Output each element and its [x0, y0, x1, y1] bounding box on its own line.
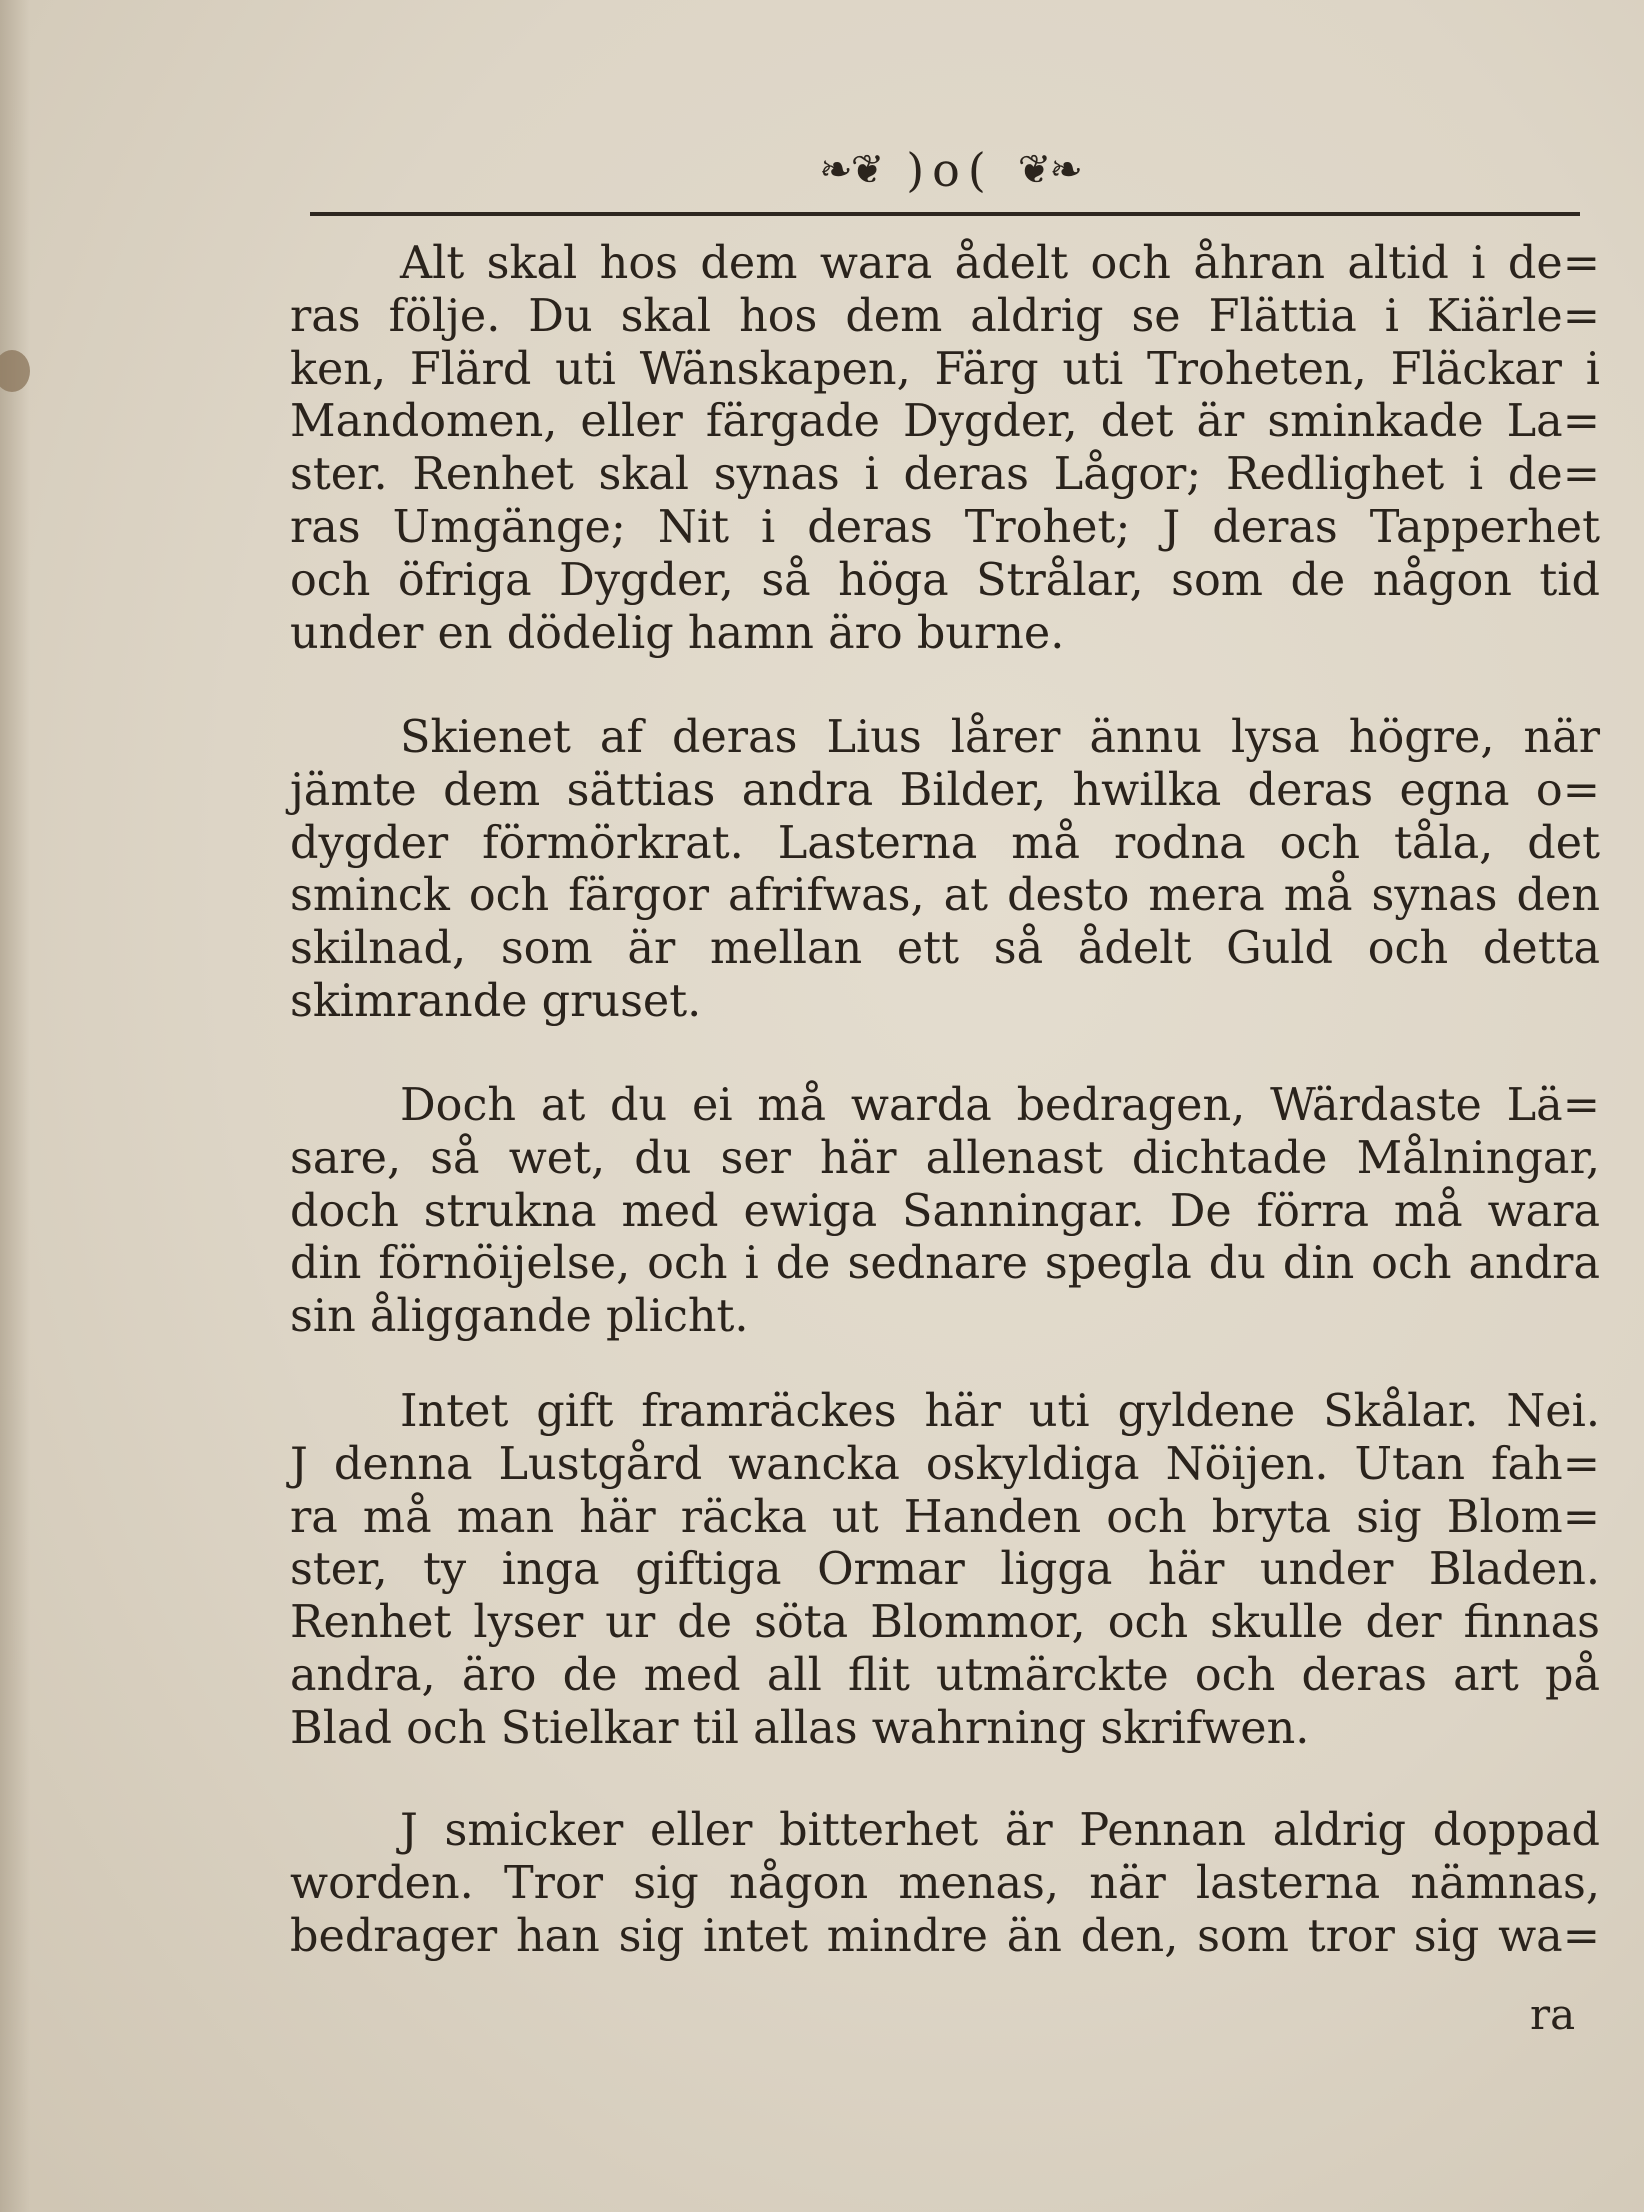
text-line: J denna Lustgård wancka oskyldiga Nöijen. Utan fah= [290, 1438, 1600, 1490]
paragraph-5 [290, 1805, 1600, 1963]
ornament-right-icon: ❦❧ [1017, 147, 1081, 193]
paragraph-2 [290, 712, 1600, 1029]
text-line: sare, så wet, du ser här allenast dichtade Målningar, [290, 1132, 1600, 1184]
text-line: ster, ty inga giftiga Ormar ligga här under Bladen. [290, 1544, 1600, 1596]
text-line: under en dödelig hamn äro burne. [290, 607, 1065, 659]
text-line: sminck och färgor afrifwas, at desto mera må synas den [290, 870, 1600, 922]
text-line: bedrager han sig intet mindre än den, som tror sig wa= [290, 1910, 1600, 1962]
text-line: Mandomen, eller färgade Dygder, det är sminkade La= [290, 396, 1600, 448]
text-line: och öfriga Dygder, så höga Strålar, som de någon tid [290, 554, 1600, 606]
catchword: ra [1530, 1990, 1576, 2039]
paragraph-3 [290, 1080, 1600, 1344]
text-line: J smicker eller bitterhet är Pennan aldrig doppad [400, 1805, 1600, 1856]
text-line: ras följe. Du skal hos dem aldrig se Flättia i Kiärle= [290, 290, 1600, 342]
text-line: skimrande gruset. [290, 975, 702, 1027]
text-line: din förnöijelse, och i de sednare spegla du din och andra [290, 1238, 1600, 1290]
text-line: ra må man här räcka ut Handen och bryta sig Blom= [290, 1491, 1600, 1543]
text-line: dygder förmörkrat. Lasterna må rodna och tåla, det [290, 817, 1600, 869]
header-rule [310, 212, 1580, 216]
text-line: Skienet af deras Lius lårer ännu lysa högre, när [400, 712, 1600, 763]
text-line: skilnad, som är mellan ett så ådelt Guld och detta [290, 923, 1600, 975]
page-edge-shadow [0, 0, 30, 2212]
text-line: ster. Renhet skal synas i deras Lågor; Redlighet i de= [290, 449, 1600, 501]
page-mark: )o( [906, 143, 994, 197]
text-line: doch strukna med ewiga Sanningar. De förra må wara [290, 1185, 1600, 1237]
text-line: jämte dem sättias andra Bilder, hwilka deras egna o= [290, 764, 1600, 816]
text-line: ken, Flärd uti Wänskapen, Färg uti Troheten, Fläckar i [290, 343, 1600, 395]
text-line: Blad och Stielkar til allas wahrning skrifwen. [290, 1702, 1310, 1754]
text-line: Renhet lyser ur de söta Blommor, och skulle der finnas [290, 1597, 1600, 1649]
ornament-left-icon: ❧❦ [819, 147, 883, 193]
text-line: worden. Tror sig någon menas, när lasterna nämnas, [290, 1857, 1600, 1909]
text-line: Intet gift framräckes här uti gyldene Skålar. Nei. [400, 1386, 1600, 1437]
text-line: Alt skal hos dem wara ådelt och åhran altid i de= [400, 238, 1600, 289]
page-header [760, 140, 1140, 200]
paragraph-4 [290, 1386, 1600, 1756]
text-line: andra, äro de med all flit utmärckte och deras art på [290, 1649, 1600, 1701]
text-line: Doch at du ei må warda bedragen, Wärdaste Lä= [400, 1080, 1600, 1131]
text-line: sin åliggande plicht. [290, 1291, 749, 1343]
text-line: ras Umgänge; Nit i deras Trohet; J deras Tapperhet [290, 501, 1600, 553]
paragraph-1 [290, 238, 1600, 660]
